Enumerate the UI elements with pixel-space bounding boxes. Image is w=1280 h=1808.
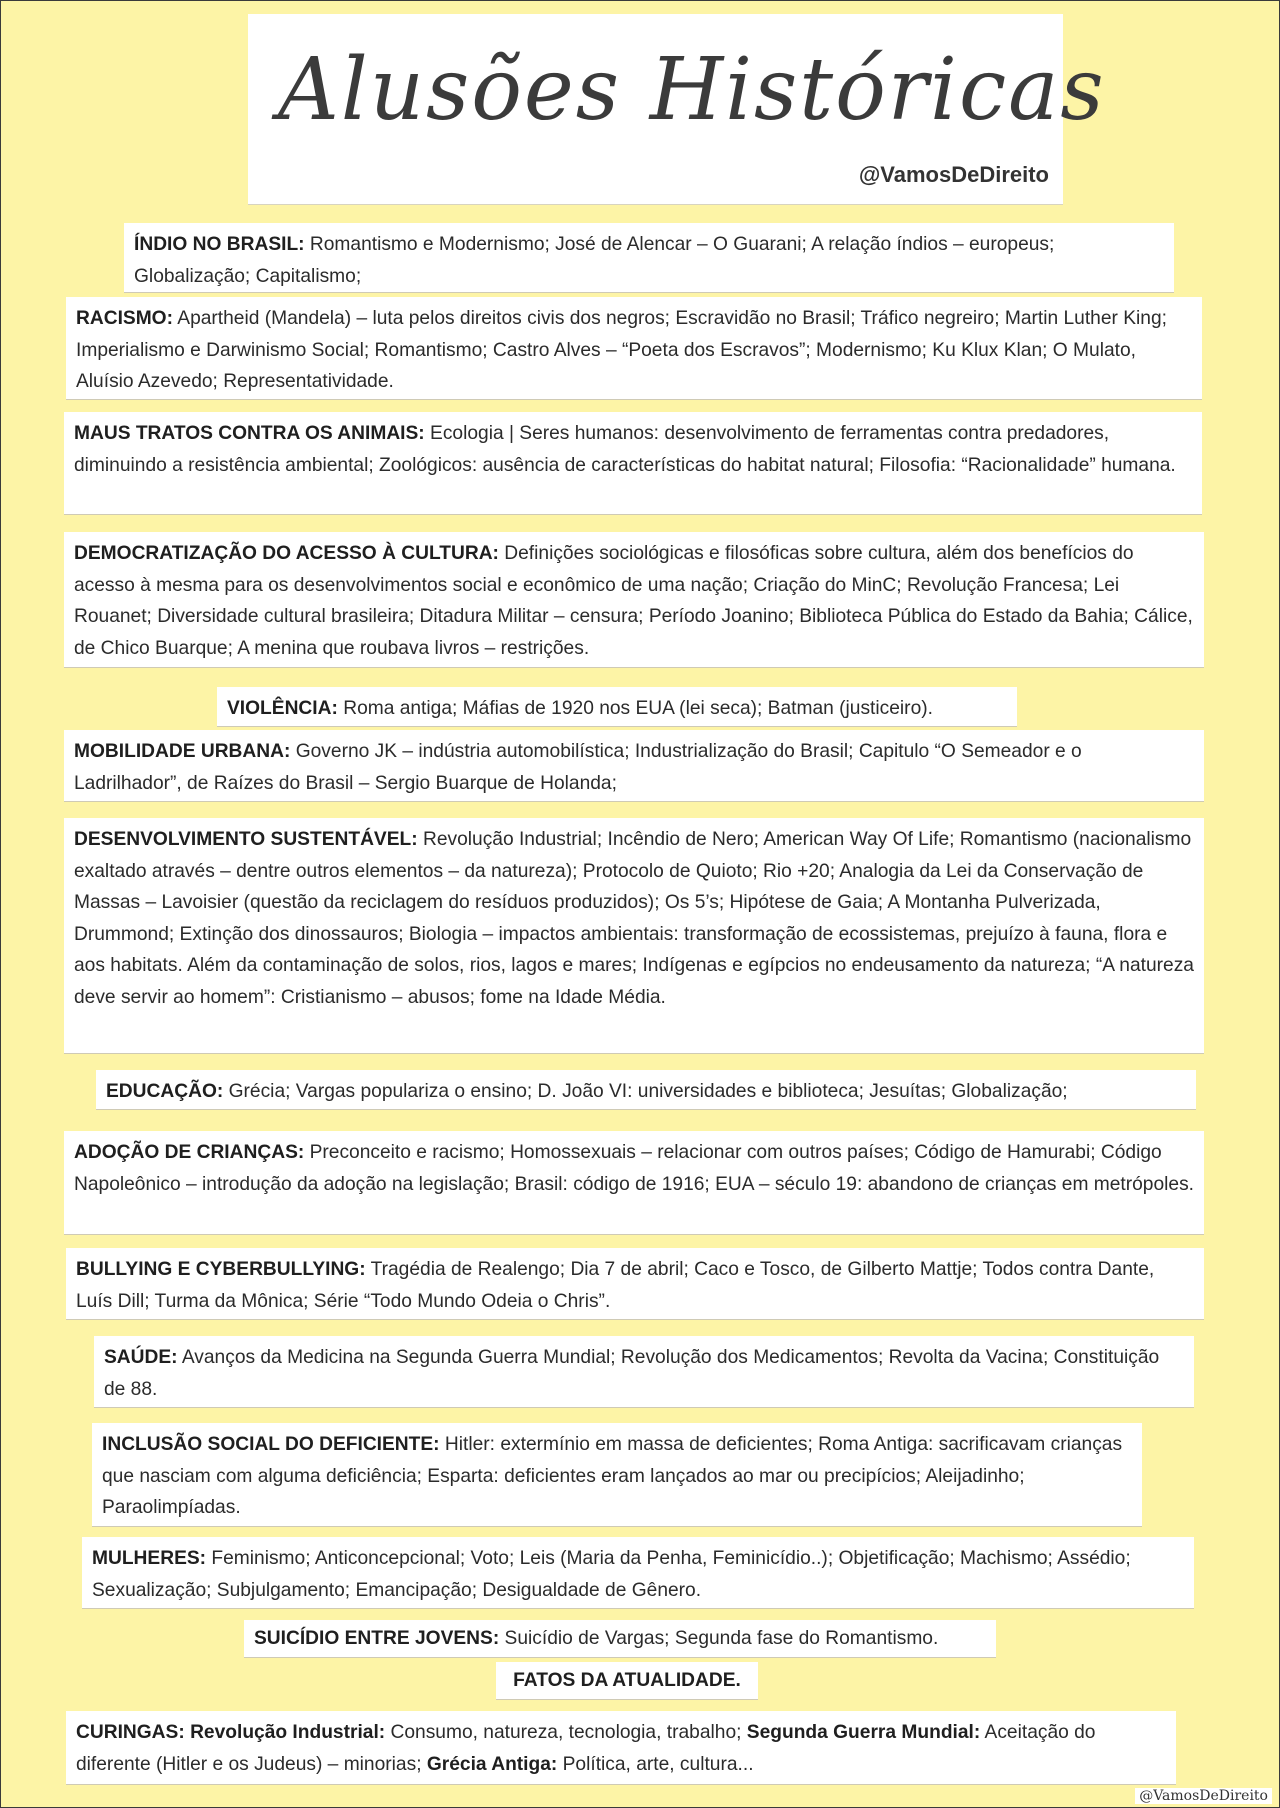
section-text: Governo JK – indústria automobilística; Industrialização do Brasil; Capitulo “O Semeador e o Ladrilhador”, de Raízes do Brasil – Sergio Buarque de Holanda;	[74, 741, 1082, 794]
curingas-item-text: Consumo, natureza, tecnologia, trabalho;	[385, 1722, 742, 1743]
section-educacao	[96, 1070, 1196, 1110]
section-text: Avanços da Medicina na Segunda Guerra Mundial; Revolução dos Medicamentos; Revolta da Vacina; Constituição de 88.	[104, 1347, 1160, 1400]
section-fatos-atualidade	[496, 1662, 758, 1700]
section-text: Preconceito e racismo; Homossexuais – relacionar com outros países; Código de Hamurabi; Código Napoleônico – introdução da adoção na legislação; Brasil: código de 1916; EUA – século 19: abandono de crianças em metrópoles.	[74, 1142, 1195, 1195]
section-curingas	[66, 1711, 1176, 1785]
section-label: DEMOCRATIZAÇÃO DO ACESSO À CULTURA:	[74, 543, 499, 564]
section-text: Grécia; Vargas populariza o ensino; D. João VI: universidades e biblioteca; Jesuítas; Globalização;	[223, 1081, 1068, 1102]
section-text: Suicídio de Vargas; Segunda fase do Romantismo.	[499, 1628, 939, 1649]
section-violencia	[217, 687, 1017, 727]
section-text: Revolução Industrial; Incêndio de Nero; American Way Of Life; Romantismo (nacionalismo exaltado através – dentre outros elementos – da natureza); Protocolo de Quioto; Rio +20; Analogia da Lei da Conservação de Massas – Lavoisier (questão da reciclagem do resíduos produzidos); Os 5’s; Hipótese de Gaia; A Montanha Pulverizada, Drummond; Extinção dos dinossauros; Biologia – impactos ambientais: transformação de ecossistemas, prejuízo à fauna, flora e aos habitats. Além da contaminação de solos, rios, lagos e mares; Indígenas e egípcios no endeusamento da natureza; “A natureza deve servir ao homem”: Cristianismo – abusos; fome na Idade Média.	[74, 829, 1194, 1008]
section-text: Roma antiga; Máfias de 1920 nos EUA (lei seca); Batman (justiceiro).	[337, 698, 933, 719]
section-saude	[94, 1336, 1194, 1408]
section-label: FATOS DA ATUALIDADE.	[513, 1670, 741, 1691]
section-text: Tragédia de Realengo; Dia 7 de abril; Caco e Tosco, de Gilberto Mattje; Todos contra Dante, Luís Dill; Turma da Mônica; Série “Todo Mundo Odeia o Chris”.	[76, 1259, 1155, 1312]
section-text: Romantismo e Modernismo; José de Alencar – O Guarani; A relação índios – europeus; Globalização; Capitalismo;	[134, 234, 1055, 287]
section-text: Ecologia | Seres humanos: desenvolvimento de ferramentas contra predadores, diminuindo a resistência ambiental; Zoológicos: ausência de características do habitat natural; Filosofia: “Racionalidade” humana.	[74, 423, 1176, 476]
section-mulheres	[82, 1537, 1194, 1609]
footer-handle: @VamosDeDireito	[1135, 1788, 1272, 1804]
curingas-item-text: Política, arte, cultura...	[557, 1753, 754, 1775]
section-label: EDUCAÇÃO:	[106, 1081, 224, 1102]
curingas-label: CURINGAS:	[76, 1722, 185, 1743]
section-indio-no-brasil	[124, 223, 1174, 293]
section-text: Feminismo; Anticoncepcional; Voto; Leis (Maria da Penha, Feminicídio..); Objetificação; Machismo; Assédio; Sexualização; Subjulgamento; Emancipação; Desigualdade de Gênero.	[92, 1548, 1131, 1601]
section-label: VIOLÊNCIA:	[227, 698, 338, 719]
section-maus-tratos-animais	[64, 412, 1202, 515]
section-label: RACISMO:	[76, 308, 173, 329]
section-label: MULHERES:	[92, 1548, 207, 1569]
curingas-item-text: Aceitação do diferente (Hitler e os Judeus) – minorias;	[76, 1722, 1096, 1775]
curingas-item-label: Segunda Guerra Mundial:	[741, 1722, 981, 1743]
section-label: ÍNDIO NO BRASIL:	[134, 234, 305, 255]
section-label: INCLUSÃO SOCIAL DO DEFICIENTE:	[102, 1434, 440, 1455]
section-adocao-criancas	[64, 1131, 1204, 1235]
curingas-item-label: Grécia Antiga:	[421, 1753, 558, 1775]
section-text: Definições sociológicas e filosóficas sobre cultura, além dos benefícios do acesso à mesma para os desenvolvimentos social e econômico de uma nação; Criação do MinC; Revolução Francesa; Lei Rouanet; Diversidade cultural brasileira; Ditadura Militar – censura; Período Joanino; Biblioteca Pública do Estado da Bahia; Cálice, de Chico Buarque; A menina que roubava livros – restrições.	[74, 543, 1193, 659]
section-label: BULLYING E CYBERBULLYING:	[76, 1259, 366, 1280]
section-label: MOBILIDADE URBANA:	[74, 741, 291, 762]
section-label: ADOÇÃO DE CRIANÇAS:	[74, 1142, 305, 1163]
section-text: Hitler: extermínio em massa de deficientes; Roma Antiga: sacrificavam crianças que nasciam com alguma deficiência; Esparta: deficientes eram lançados ao mar ou precipícios; Aleijadinho; Paraolimpíadas.	[102, 1434, 1123, 1518]
section-text: Apartheid (Mandela) – luta pelos direitos civis dos negros; Escravidão no Brasil; Tráfico negreiro; Martin Luther King; Imperialismo e Darwinismo Social; Romantismo; Castro Alves – “Poeta dos Escravos”; Modernismo; Ku Klux Klan; O Mulato, Aluísio Azevedo; Representatividade.	[76, 308, 1167, 392]
page-title: Alusões Históricas	[278, 40, 1106, 140]
section-suicidio-jovens	[244, 1620, 996, 1658]
section-label: SAÚDE:	[104, 1347, 178, 1368]
section-label: SUICÍDIO ENTRE JOVENS:	[254, 1628, 500, 1649]
section-label: DESENVOLVIMENTO SUSTENTÁVEL:	[74, 829, 418, 850]
title-banner	[248, 14, 1106, 205]
section-mobilidade-urbana	[64, 730, 1204, 802]
section-desenvolvimento-sustentavel	[64, 818, 1204, 1054]
section-racismo	[66, 297, 1202, 400]
section-democratizacao-cultura	[64, 532, 1204, 668]
section-bullying	[66, 1248, 1204, 1320]
section-label: MAUS TRATOS CONTRA OS ANIMAIS:	[74, 423, 425, 444]
section-inclusao-deficiente	[92, 1423, 1142, 1527]
curingas-item-label: Revolução Industrial:	[184, 1722, 386, 1743]
author-handle: @VamosDeDireito	[858, 162, 1049, 187]
